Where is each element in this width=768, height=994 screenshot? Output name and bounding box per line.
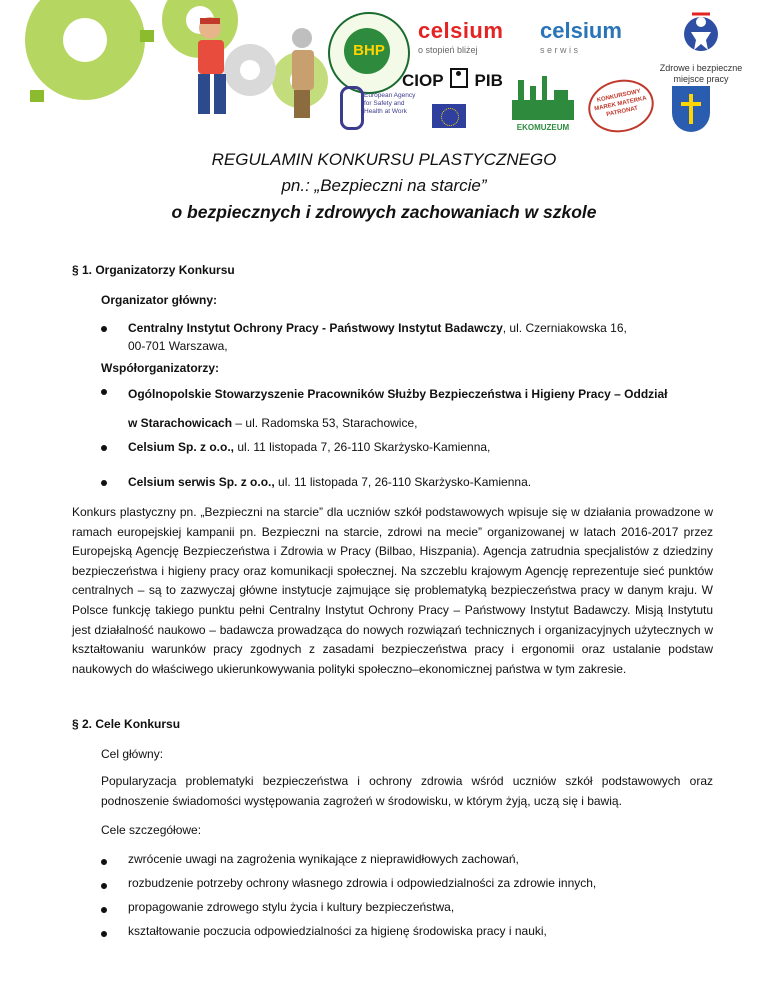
bullet-icon bbox=[101, 480, 107, 486]
coat-of-arms bbox=[672, 86, 710, 132]
ciop-figure-icon bbox=[450, 68, 468, 88]
celsium-serwis-tagline: s e r w i s bbox=[540, 45, 579, 55]
main-organizer-name: Centralny Instytut Ochrony Pracy - Państwowy Instytut Badawczy bbox=[128, 321, 503, 335]
goal-item: propagowanie zdrowego stylu życia i kultury bezpieczeństwa, bbox=[128, 900, 455, 914]
document-title-line2: pn.: „Bezpieczni na starcie” bbox=[281, 176, 487, 195]
bullet-icon bbox=[101, 883, 107, 889]
co-organizer-1-branch: w Starachowicach bbox=[128, 416, 233, 430]
stamp-text: KONKURSOWY MAREK MATERKA PATRONAT bbox=[593, 88, 648, 119]
bullet-icon bbox=[101, 445, 107, 451]
healthy-workplaces-logo bbox=[656, 10, 746, 86]
document-title-line3: o bezpiecznych i zdrowych zachowaniach w szkole bbox=[171, 202, 597, 222]
goal-item: rozbudzenie potrzeby ochrony własnego zdrowia i odpowiedzialności za zdrowie innych, bbox=[128, 876, 597, 890]
document-title-line1: REGULAMIN KONKURSU PLASTYCZNEGO bbox=[211, 150, 557, 169]
person-icon bbox=[656, 10, 746, 60]
bullet-icon bbox=[101, 326, 107, 332]
co-organizer-2-address: ul. 11 listopada 7, 26-110 Skarżysko-Kamienna, bbox=[234, 440, 491, 454]
main-organizer-address: , ul. Czerniakowska 16, bbox=[502, 321, 627, 335]
bullet-icon bbox=[101, 859, 107, 865]
bullet-icon bbox=[101, 907, 107, 913]
section-1-heading: § 1. Organizatorzy Konkursu bbox=[72, 263, 235, 277]
osha-swoosh-icon bbox=[340, 86, 364, 130]
goal-item: zwrócenie uwagi na zagrożenia wynikające z nieprawidłowych zachowań, bbox=[128, 852, 519, 866]
celsium-logo bbox=[418, 18, 518, 58]
section-2-heading: § 2. Cele Konkursu bbox=[72, 717, 181, 731]
factory-icon bbox=[512, 72, 574, 120]
co-organizer-3-address: ul. 11 listopada 7, 26-110 Skarżysko-Kamienna. bbox=[274, 475, 532, 489]
eu-osha-logo bbox=[340, 86, 420, 126]
co-organizer-1-name: Ogólnopolskie Stowarzyszenie Pracowników Służby Bezpieczeństwa i Higieny Pracy – Oddział bbox=[128, 387, 668, 401]
co-organizer-item-1 bbox=[128, 380, 713, 438]
eu-flag bbox=[432, 104, 466, 128]
co-organizer-item-3 bbox=[128, 473, 713, 491]
osha-caption: European Agency for Safety and Health at Work bbox=[364, 92, 416, 115]
co-organizers-label: Współorganizatorzy: bbox=[101, 361, 220, 375]
section-1-paragraph: Konkurs plastyczny pn. „Bezpieczni na starcie” dla uczniów szkół podstawowych wpisuje się w działania prowadzone w ramach europejskiej kampanii pn. Bezpieczni na starcie, zdrowi na mecie” organizowanej w latach 2016-2017 przez Europejską Agencję Bezpieczeństwa i Zdrowia w Pracy (Bilbao, Hiszpania). Agencja zatrudnia specjalistów z dziedziny bezpieczeństwa i higieny pracy oraz komunikacji społecznej. Na szczeblu krajowym Agencję reprezentuje sieć punktów centralnych – są to zazwyczaj główne instytucje zajmujące się problematyką bezpieczeństwa pracy w danym kraju. W Polsce funkcję takiego punktu pełni Centralny Instytut Ochrony Pracy – Państwowy Instytut Badawczy. Misją Instytutu jest działalność naukowo – badawcza prowadząca do nowych rozwiązań technicznych i organizacyjnych użytecznych w kształtowaniu warunków pracy zgodnych z zasadami bezpieczeństwa pracy i ergonomii oraz ustalanie podstaw naukowych do właściwego ukierunkowywania polityki społeczno–ekonomicznej państwa w tym zakresie. bbox=[72, 505, 713, 676]
co-organizer-3-name: Celsium serwis Sp. z o.o., bbox=[128, 475, 275, 489]
main-organizer-item bbox=[128, 319, 713, 355]
bhp-label: BHP bbox=[353, 42, 385, 59]
bullet-icon bbox=[101, 389, 107, 395]
healthy-workplace-caption: Zdrowe i bezpieczne miejsce pracy bbox=[659, 63, 743, 84]
main-organizer-postcode: 00-701 Warszawa, bbox=[128, 339, 228, 353]
celsium-serwis-logo bbox=[540, 18, 640, 58]
celsium-tagline: o stopień bliżej bbox=[418, 45, 478, 55]
co-organizer-item-2 bbox=[128, 438, 713, 456]
detailed-goals-label: Cele szczegółowe: bbox=[101, 823, 202, 837]
main-goal-text: Popularyzacja problematyki bezpieczeństwa i ochrony zdrowia wśród uczniów szkół podstawowych oraz podnoszenie świadomości występowania zagrożeń w środowisku, w którym żyją, uczą się i bawią. bbox=[101, 774, 713, 808]
celsium-serwis-wordmark: celsium bbox=[540, 18, 622, 43]
ciop-label: CIOP bbox=[402, 71, 444, 90]
main-organizer-label: Organizator główny: bbox=[101, 293, 218, 307]
co-organizer-1-address: – ul. Radomska 53, Starachowice, bbox=[232, 416, 418, 430]
bullet-icon bbox=[101, 931, 107, 937]
celsium-wordmark: celsium bbox=[418, 18, 504, 43]
main-goal-label: Cel główny: bbox=[101, 747, 164, 761]
ekomuzeum-logo bbox=[512, 72, 574, 132]
co-organizer-2-name: Celsium Sp. z o.o., bbox=[128, 440, 235, 454]
pib-label: PIB bbox=[474, 71, 503, 90]
bhp-association-seal bbox=[328, 12, 410, 94]
ekomuzeum-label: EKOMUZEUM bbox=[516, 123, 570, 132]
goal-item: kształtowanie poczucia odpowiedzialności za higienę środowiska pracy i nauki, bbox=[128, 924, 547, 938]
